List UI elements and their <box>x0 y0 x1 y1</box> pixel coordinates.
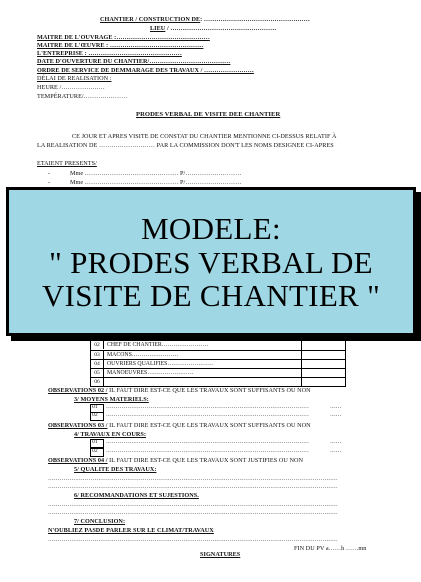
temperature-field: TEMPÉRATURE/………………… <box>37 93 128 100</box>
table-row <box>91 350 345 359</box>
dotted-line: …………………………………………………………………………………………………………………………………… <box>48 510 338 516</box>
dotted-end: …… <box>330 404 342 410</box>
present-bullet-1: - <box>48 170 51 177</box>
table-row <box>91 359 345 368</box>
row-label: OUVRIERS QUALIFIES…………………… <box>107 361 214 367</box>
dotted-line: …………………………………………………………………………………………………………………………………… <box>48 537 338 543</box>
observations-02: OBSERVATIONS 02 / IL FAUT DIRE EST-CE QUE LES TRAVAUX SONT SUFFISANTS OU NON <box>48 387 311 394</box>
present-bullet-2: - <box>48 179 51 186</box>
row-label: MANOEUVRES…………………… <box>107 370 194 376</box>
maitre-ouvrage: MAITRE DE L'OUVRAGE :……………………………………… <box>37 34 210 41</box>
dotted-line: …………………………………………………………………………………………… <box>106 439 309 445</box>
row-number: 02 <box>92 412 98 418</box>
climat-note: N'OUBLIEZ PASDE PARLER SUR LE CLIMAT/TRAVAUX <box>48 527 214 534</box>
ordre-service: ORDRE DE SERVICE DE DEMMARAGE DES TRAVAUX / …………………… <box>37 67 254 74</box>
dotted-line: …………………………………………………………………………………………………………………………………… <box>48 502 338 508</box>
delai-realisation: DÉLAI DE REALISATION : <box>37 75 112 82</box>
present-line-1: Mme ……………………………………… P/……………………… <box>70 170 242 177</box>
dotted-line: …………………………………………………………………………………………………………………………………… <box>48 484 338 490</box>
present-line-2: Mme ……………………………………… P/……………………… <box>70 179 242 186</box>
row-number: 02 <box>91 341 104 349</box>
row-number: 02 <box>92 448 98 454</box>
row-number: 05 <box>91 369 104 377</box>
banner-line-2: " PRODES VERBAL DE <box>49 245 373 280</box>
date-ouverture: DATE D'OUVERTURE DU CHANTIER/………………………………… <box>37 58 231 65</box>
dotted-line: …………………………………………………………………………………………… <box>106 448 309 454</box>
lieu-label: LIEU / …………………………………………… <box>150 25 277 32</box>
chantier-label: CHANTIER / CONSTRUCTION DE: …………………………………………… <box>100 16 310 23</box>
section-6-heading: 6/ RECOMMANDATIONS ET SUJESTIONS. <box>74 492 199 499</box>
banner-line-3: VISITE DE CHANTIER " <box>41 278 381 313</box>
dotted-end: …… <box>330 412 342 418</box>
dotted-line: …………………………………………………………………………………………… <box>106 404 309 410</box>
row-number: 01 <box>92 439 98 445</box>
row-number: 01 <box>92 404 98 410</box>
signatures-label: SIGNATURES <box>200 551 241 558</box>
observations-03: OBSERVATIONS 03 / IL FAUT DIRE EST-CE QUE LES TRAVAUX SONT SUFFISANTS OU NON <box>48 422 311 429</box>
row-number: 06 <box>91 378 104 386</box>
dotted-line: …………………………………………………………………………………………… <box>106 412 309 418</box>
table-row <box>91 368 345 377</box>
presents-label: ETAIENT PRESENTS/ <box>37 160 97 167</box>
dotted-end: …… <box>330 439 342 445</box>
banner-line-1: MODELE: <box>141 211 281 246</box>
table-row <box>91 341 345 349</box>
intro-line-1: CE JOUR ET APRES VISITE DE CONSTAT DU CHANTIER MENTIONNE CI-DESSUS RELATIF À <box>72 133 337 140</box>
fin-du-pv: FIN DU PV a……h ……mn <box>294 545 367 552</box>
section-4-heading: 4/ TRAVAUX EN COURS: <box>74 431 146 438</box>
table-divider <box>301 341 302 386</box>
observations-04: OBSERVATIONS 04 / IL FAUT DIRE EST-CE QUE LES TRAVAUX SONT JUSTIFIES OU NON <box>48 457 304 464</box>
row-label: MACONS…………………… <box>107 352 179 358</box>
row-label: CHEF DE CHANTIER…………………… <box>107 342 209 348</box>
section-5-heading: 5/ QUALITE DES TRAVAUX: <box>74 466 157 473</box>
intro-line-2: LA REALISATION DE ……………………… PAR LA COMMISSION DON'T LES NOMS DESIGNEE CI-APRES <box>37 142 334 149</box>
heure-field: HEURE /………………… <box>37 84 105 91</box>
section-7-heading: 7/ CONCLUSION: <box>74 518 126 525</box>
table-row <box>91 377 345 386</box>
entreprise: L'ENTREPRISE : ……………………………………… <box>37 50 182 57</box>
dotted-line: …………………………………………………………………………………………………………………………………… <box>48 476 338 482</box>
maitre-oeuvre: MAITRE DE L'ŒUVRE : ……………………………………… <box>37 42 204 49</box>
dotted-end: …… <box>330 448 342 454</box>
document-title: PRODES VERBAL DE VISITE DEE CHANTIER <box>136 111 281 118</box>
row-number: 04 <box>91 360 104 368</box>
model-banner <box>6 187 416 336</box>
section-3-heading: 3/ MOYENS MATERIELS: <box>74 396 149 403</box>
personnel-table <box>90 341 346 387</box>
row-number: 03 <box>91 351 104 359</box>
